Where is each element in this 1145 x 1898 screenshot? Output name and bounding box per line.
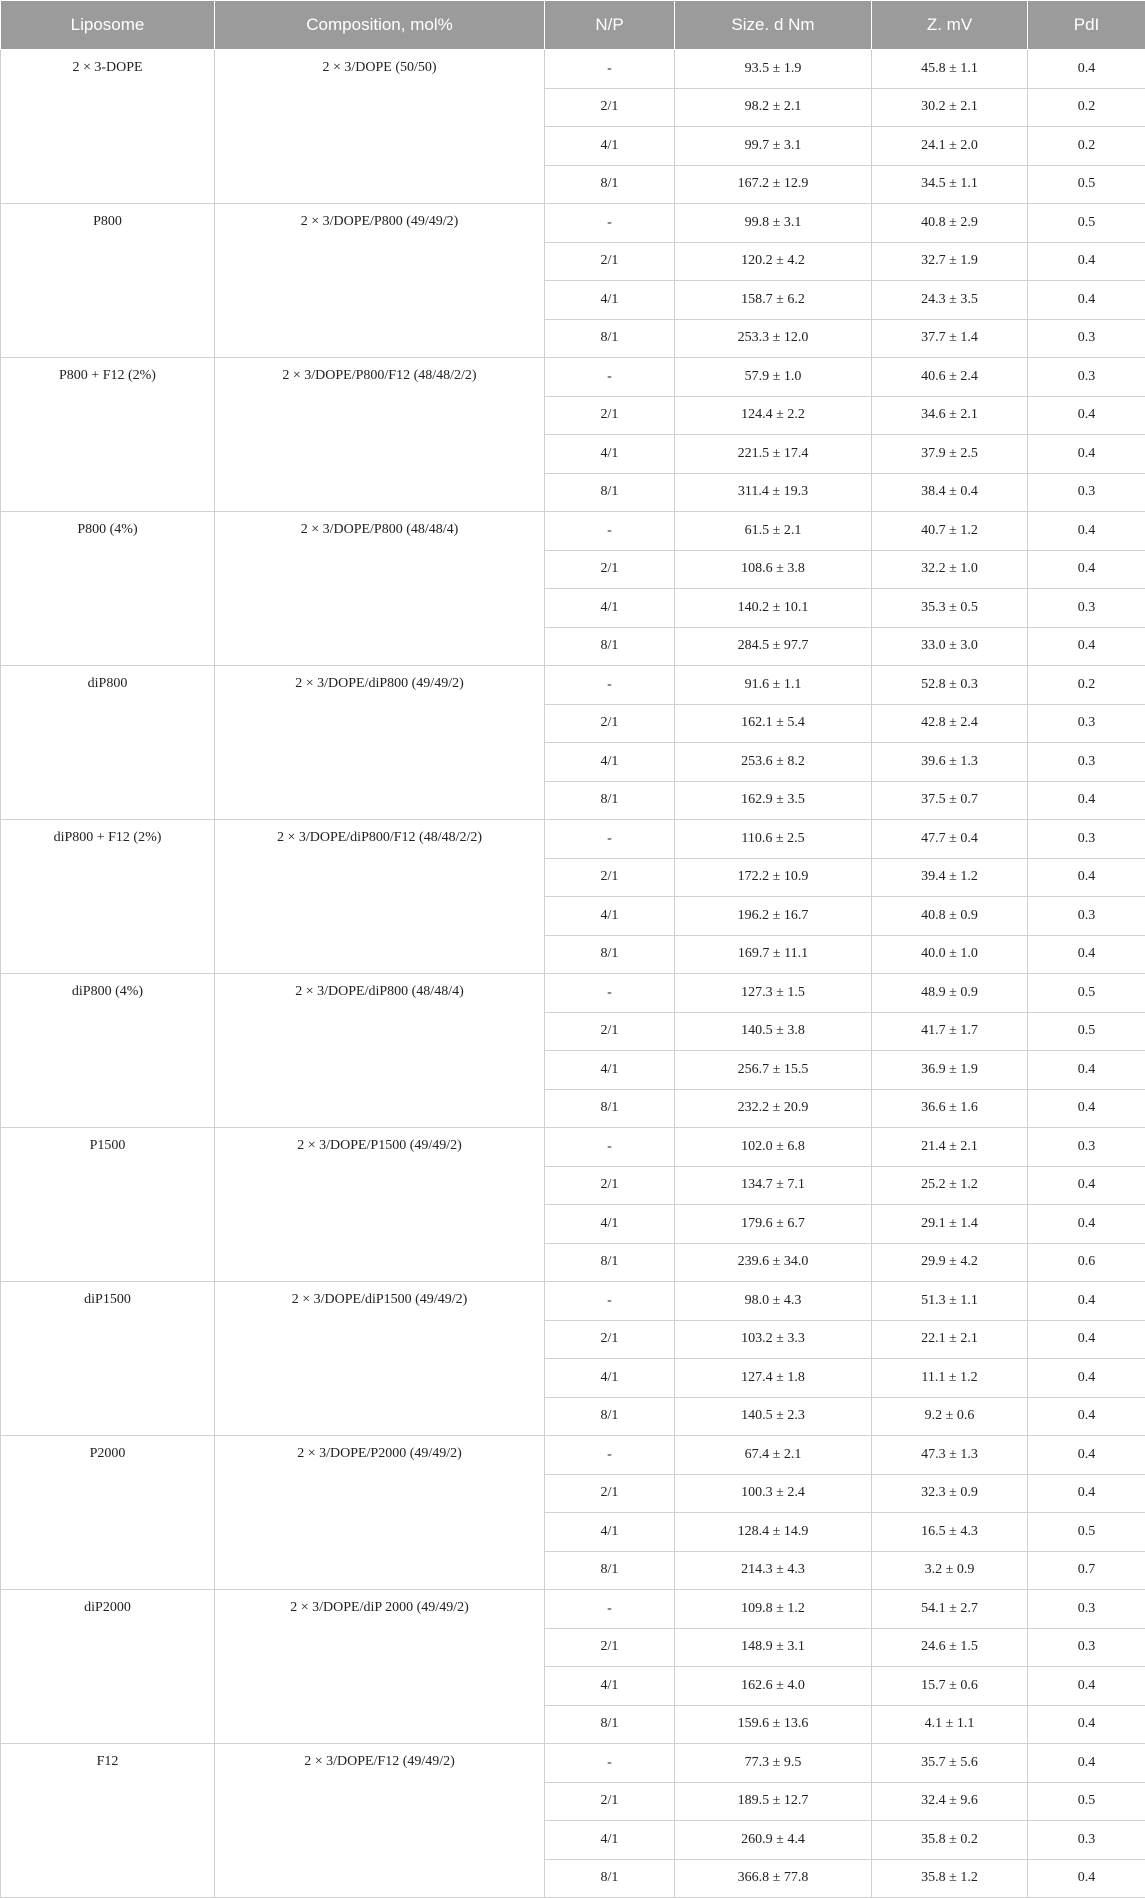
np-cell: 8/1 (545, 1705, 675, 1744)
size-cell: 159.6 ± 13.6 (675, 1705, 872, 1744)
size-cell: 100.3 ± 2.4 (675, 1474, 872, 1513)
table-row (1, 1282, 1145, 1321)
composition-cell: 2 × 3/DOPE/P2000 (49/49/2) (215, 1436, 545, 1590)
zeta-cell: 33.0 ± 3.0 (872, 627, 1028, 666)
size-cell: 99.7 ± 3.1 (675, 127, 872, 166)
np-cell: 4/1 (545, 589, 675, 628)
zeta-cell: 9.2 ± 0.6 (872, 1397, 1028, 1436)
np-cell: 2/1 (545, 88, 675, 127)
np-cell: 4/1 (545, 1513, 675, 1552)
zeta-cell: 34.5 ± 1.1 (872, 165, 1028, 204)
np-cell: 4/1 (545, 1051, 675, 1090)
size-cell: 179.6 ± 6.7 (675, 1205, 872, 1244)
pdi-cell: 0.3 (1028, 820, 1145, 859)
np-cell: 2/1 (545, 858, 675, 897)
zeta-cell: 16.5 ± 4.3 (872, 1513, 1028, 1552)
header-row (1, 1, 1145, 50)
zeta-cell: 54.1 ± 2.7 (872, 1590, 1028, 1629)
header-zeta: Z. mV (872, 1, 1028, 50)
liposome-cell: F12 (1, 1744, 215, 1898)
zeta-cell: 32.3 ± 0.9 (872, 1474, 1028, 1513)
pdi-cell: 0.4 (1028, 1359, 1145, 1398)
size-cell: 98.0 ± 4.3 (675, 1282, 872, 1321)
pdi-cell: 0.3 (1028, 897, 1145, 936)
zeta-cell: 52.8 ± 0.3 (872, 666, 1028, 705)
composition-cell: 2 × 3/DOPE/diP800 (48/48/4) (215, 974, 545, 1128)
np-cell: 2/1 (545, 704, 675, 743)
pdi-cell: 0.4 (1028, 1282, 1145, 1321)
size-cell: 99.8 ± 3.1 (675, 204, 872, 243)
composition-cell: 2 × 3/DOPE/diP800/F12 (48/48/2/2) (215, 820, 545, 974)
pdi-cell: 0.3 (1028, 589, 1145, 628)
composition-cell: 2 × 3/DOPE/diP1500 (49/49/2) (215, 1282, 545, 1436)
liposome-cell: 2 × 3-DOPE (1, 50, 215, 204)
pdi-cell: 0.4 (1028, 781, 1145, 820)
table-row (1, 512, 1145, 551)
pdi-cell: 0.4 (1028, 242, 1145, 281)
zeta-cell: 24.1 ± 2.0 (872, 127, 1028, 166)
zeta-cell: 11.1 ± 1.2 (872, 1359, 1028, 1398)
np-cell: 8/1 (545, 1397, 675, 1436)
np-cell: 8/1 (545, 1859, 675, 1898)
np-cell: - (545, 1744, 675, 1783)
composition-cell: 2 × 3/DOPE/P1500 (49/49/2) (215, 1128, 545, 1282)
np-cell: 4/1 (545, 743, 675, 782)
np-cell: - (545, 204, 675, 243)
size-cell: 128.4 ± 14.9 (675, 1513, 872, 1552)
pdi-cell: 0.2 (1028, 88, 1145, 127)
table-row (1, 1436, 1145, 1475)
size-cell: 140.5 ± 3.8 (675, 1012, 872, 1051)
zeta-cell: 32.2 ± 1.0 (872, 550, 1028, 589)
pdi-cell: 0.4 (1028, 1205, 1145, 1244)
np-cell: - (545, 666, 675, 705)
zeta-cell: 35.8 ± 1.2 (872, 1859, 1028, 1898)
zeta-cell: 30.2 ± 2.1 (872, 88, 1028, 127)
pdi-cell: 0.5 (1028, 974, 1145, 1013)
pdi-cell: 0.3 (1028, 1590, 1145, 1629)
pdi-cell: 0.5 (1028, 1012, 1145, 1051)
np-cell: 2/1 (545, 1628, 675, 1667)
np-cell: 8/1 (545, 319, 675, 358)
np-cell: - (545, 1590, 675, 1629)
zeta-cell: 40.8 ± 2.9 (872, 204, 1028, 243)
pdi-cell: 0.4 (1028, 550, 1145, 589)
np-cell: 8/1 (545, 473, 675, 512)
pdi-cell: 0.4 (1028, 435, 1145, 474)
liposome-cell: diP2000 (1, 1590, 215, 1744)
np-cell: 2/1 (545, 1012, 675, 1051)
size-cell: 98.2 ± 2.1 (675, 88, 872, 127)
composition-cell: 2 × 3/DOPE/diP800 (49/49/2) (215, 666, 545, 820)
table-row (1, 204, 1145, 243)
table-row (1, 1128, 1145, 1167)
size-cell: 120.2 ± 4.2 (675, 242, 872, 281)
liposome-cell: P2000 (1, 1436, 215, 1590)
size-cell: 148.9 ± 3.1 (675, 1628, 872, 1667)
pdi-cell: 0.4 (1028, 1474, 1145, 1513)
size-cell: 189.5 ± 12.7 (675, 1782, 872, 1821)
size-cell: 57.9 ± 1.0 (675, 358, 872, 397)
np-cell: - (545, 50, 675, 89)
size-cell: 91.6 ± 1.1 (675, 666, 872, 705)
size-cell: 134.7 ± 7.1 (675, 1166, 872, 1205)
np-cell: 2/1 (545, 1166, 675, 1205)
np-cell: 4/1 (545, 1667, 675, 1706)
zeta-cell: 40.8 ± 0.9 (872, 897, 1028, 936)
pdi-cell: 0.5 (1028, 1782, 1145, 1821)
zeta-cell: 40.6 ± 2.4 (872, 358, 1028, 397)
np-cell: 2/1 (545, 1320, 675, 1359)
np-cell: 4/1 (545, 1359, 675, 1398)
composition-cell: 2 × 3/DOPE (50/50) (215, 50, 545, 204)
zeta-cell: 32.4 ± 9.6 (872, 1782, 1028, 1821)
zeta-cell: 4.1 ± 1.1 (872, 1705, 1028, 1744)
size-cell: 108.6 ± 3.8 (675, 550, 872, 589)
size-cell: 67.4 ± 2.1 (675, 1436, 872, 1475)
size-cell: 110.6 ± 2.5 (675, 820, 872, 859)
pdi-cell: 0.4 (1028, 935, 1145, 974)
np-cell: 4/1 (545, 435, 675, 474)
size-cell: 124.4 ± 2.2 (675, 396, 872, 435)
header-size: Size. d Nm (675, 1, 872, 50)
pdi-cell: 0.4 (1028, 1744, 1145, 1783)
zeta-cell: 39.4 ± 1.2 (872, 858, 1028, 897)
zeta-cell: 22.1 ± 2.1 (872, 1320, 1028, 1359)
pdi-cell: 0.4 (1028, 627, 1145, 666)
size-cell: 239.6 ± 34.0 (675, 1243, 872, 1282)
pdi-cell: 0.3 (1028, 743, 1145, 782)
size-cell: 140.2 ± 10.1 (675, 589, 872, 628)
np-cell: - (545, 820, 675, 859)
liposome-cell: diP800 (1, 666, 215, 820)
np-cell: 8/1 (545, 165, 675, 204)
zeta-cell: 24.3 ± 3.5 (872, 281, 1028, 320)
zeta-cell: 34.6 ± 2.1 (872, 396, 1028, 435)
np-cell: 8/1 (545, 627, 675, 666)
liposome-cell: P800 (4%) (1, 512, 215, 666)
zeta-cell: 39.6 ± 1.3 (872, 743, 1028, 782)
np-cell: 4/1 (545, 127, 675, 166)
zeta-cell: 36.6 ± 1.6 (872, 1089, 1028, 1128)
liposome-cell: diP800 + F12 (2%) (1, 820, 215, 974)
size-cell: 77.3 ± 9.5 (675, 1744, 872, 1783)
pdi-cell: 0.3 (1028, 319, 1145, 358)
zeta-cell: 35.7 ± 5.6 (872, 1744, 1028, 1783)
pdi-cell: 0.4 (1028, 281, 1145, 320)
size-cell: 172.2 ± 10.9 (675, 858, 872, 897)
zeta-cell: 41.7 ± 1.7 (872, 1012, 1028, 1051)
np-cell: 8/1 (545, 1551, 675, 1590)
zeta-cell: 25.2 ± 1.2 (872, 1166, 1028, 1205)
size-cell: 253.3 ± 12.0 (675, 319, 872, 358)
pdi-cell: 0.4 (1028, 1397, 1145, 1436)
zeta-cell: 29.9 ± 4.2 (872, 1243, 1028, 1282)
zeta-cell: 21.4 ± 2.1 (872, 1128, 1028, 1167)
size-cell: 102.0 ± 6.8 (675, 1128, 872, 1167)
table-row (1, 358, 1145, 397)
table-row (1, 50, 1145, 89)
pdi-cell: 0.4 (1028, 1667, 1145, 1706)
np-cell: 4/1 (545, 1205, 675, 1244)
pdi-cell: 0.4 (1028, 1859, 1145, 1898)
header-composition: Composition, mol% (215, 1, 545, 50)
pdi-cell: 0.3 (1028, 704, 1145, 743)
size-cell: 158.7 ± 6.2 (675, 281, 872, 320)
np-cell: 2/1 (545, 550, 675, 589)
np-cell: 4/1 (545, 281, 675, 320)
size-cell: 169.7 ± 11.1 (675, 935, 872, 974)
composition-cell: 2 × 3/DOPE/P800/F12 (48/48/2/2) (215, 358, 545, 512)
size-cell: 61.5 ± 2.1 (675, 512, 872, 551)
zeta-cell: 40.7 ± 1.2 (872, 512, 1028, 551)
pdi-cell: 0.4 (1028, 396, 1145, 435)
size-cell: 140.5 ± 2.3 (675, 1397, 872, 1436)
zeta-cell: 32.7 ± 1.9 (872, 242, 1028, 281)
np-cell: - (545, 358, 675, 397)
zeta-cell: 15.7 ± 0.6 (872, 1667, 1028, 1706)
pdi-cell: 0.4 (1028, 1089, 1145, 1128)
table-row (1, 1590, 1145, 1629)
size-cell: 127.4 ± 1.8 (675, 1359, 872, 1398)
zeta-cell: 38.4 ± 0.4 (872, 473, 1028, 512)
pdi-cell: 0.4 (1028, 858, 1145, 897)
np-cell: - (545, 1436, 675, 1475)
size-cell: 221.5 ± 17.4 (675, 435, 872, 474)
zeta-cell: 48.9 ± 0.9 (872, 974, 1028, 1013)
size-cell: 256.7 ± 15.5 (675, 1051, 872, 1090)
size-cell: 214.3 ± 4.3 (675, 1551, 872, 1590)
header-pdi: PdI (1028, 1, 1145, 50)
np-cell: 2/1 (545, 1474, 675, 1513)
pdi-cell: 0.7 (1028, 1551, 1145, 1590)
zeta-cell: 51.3 ± 1.1 (872, 1282, 1028, 1321)
zeta-cell: 29.1 ± 1.4 (872, 1205, 1028, 1244)
pdi-cell: 0.3 (1028, 1821, 1145, 1860)
pdi-cell: 0.4 (1028, 1705, 1145, 1744)
zeta-cell: 36.9 ± 1.9 (872, 1051, 1028, 1090)
liposome-cell: P800 + F12 (2%) (1, 358, 215, 512)
header-liposome: Liposome (1, 1, 215, 50)
np-cell: - (545, 974, 675, 1013)
table-row (1, 820, 1145, 859)
size-cell: 162.1 ± 5.4 (675, 704, 872, 743)
pdi-cell: 0.4 (1028, 512, 1145, 551)
zeta-cell: 37.9 ± 2.5 (872, 435, 1028, 474)
pdi-cell: 0.5 (1028, 165, 1145, 204)
size-cell: 232.2 ± 20.9 (675, 1089, 872, 1128)
size-cell: 260.9 ± 4.4 (675, 1821, 872, 1860)
pdi-cell: 0.3 (1028, 1628, 1145, 1667)
np-cell: 8/1 (545, 1089, 675, 1128)
np-cell: 2/1 (545, 242, 675, 281)
liposome-cell: diP1500 (1, 1282, 215, 1436)
pdi-cell: 0.5 (1028, 204, 1145, 243)
pdi-cell: 0.6 (1028, 1243, 1145, 1282)
pdi-cell: 0.4 (1028, 1320, 1145, 1359)
zeta-cell: 35.8 ± 0.2 (872, 1821, 1028, 1860)
zeta-cell: 3.2 ± 0.9 (872, 1551, 1028, 1590)
size-cell: 311.4 ± 19.3 (675, 473, 872, 512)
composition-cell: 2 × 3/DOPE/diP 2000 (49/49/2) (215, 1590, 545, 1744)
zeta-cell: 47.7 ± 0.4 (872, 820, 1028, 859)
liposome-cell: P1500 (1, 1128, 215, 1282)
np-cell: - (545, 1282, 675, 1321)
size-cell: 196.2 ± 16.7 (675, 897, 872, 936)
size-cell: 253.6 ± 8.2 (675, 743, 872, 782)
np-cell: - (545, 512, 675, 551)
size-cell: 366.8 ± 77.8 (675, 1859, 872, 1898)
pdi-cell: 0.5 (1028, 1513, 1145, 1552)
np-cell: 4/1 (545, 897, 675, 936)
pdi-cell: 0.4 (1028, 1051, 1145, 1090)
pdi-cell: 0.4 (1028, 50, 1145, 89)
pdi-cell: 0.2 (1028, 666, 1145, 705)
zeta-cell: 47.3 ± 1.3 (872, 1436, 1028, 1475)
pdi-cell: 0.2 (1028, 127, 1145, 166)
composition-cell: 2 × 3/DOPE/P800 (49/49/2) (215, 204, 545, 358)
pdi-cell: 0.4 (1028, 1436, 1145, 1475)
composition-cell: 2 × 3/DOPE/F12 (49/49/2) (215, 1744, 545, 1898)
table-row (1, 666, 1145, 705)
size-cell: 162.6 ± 4.0 (675, 1667, 872, 1706)
np-cell: - (545, 1128, 675, 1167)
table-row (1, 974, 1145, 1013)
np-cell: 8/1 (545, 935, 675, 974)
np-cell: 8/1 (545, 781, 675, 820)
np-cell: 4/1 (545, 1821, 675, 1860)
zeta-cell: 24.6 ± 1.5 (872, 1628, 1028, 1667)
zeta-cell: 37.7 ± 1.4 (872, 319, 1028, 358)
size-cell: 109.8 ± 1.2 (675, 1590, 872, 1629)
pdi-cell: 0.3 (1028, 358, 1145, 397)
zeta-cell: 42.8 ± 2.4 (872, 704, 1028, 743)
np-cell: 2/1 (545, 396, 675, 435)
size-cell: 167.2 ± 12.9 (675, 165, 872, 204)
np-cell: 2/1 (545, 1782, 675, 1821)
liposome-cell: diP800 (4%) (1, 974, 215, 1128)
pdi-cell: 0.3 (1028, 473, 1145, 512)
pdi-cell: 0.3 (1028, 1128, 1145, 1167)
liposome-cell: P800 (1, 204, 215, 358)
zeta-cell: 37.5 ± 0.7 (872, 781, 1028, 820)
size-cell: 127.3 ± 1.5 (675, 974, 872, 1013)
size-cell: 162.9 ± 3.5 (675, 781, 872, 820)
size-cell: 284.5 ± 97.7 (675, 627, 872, 666)
size-cell: 103.2 ± 3.3 (675, 1320, 872, 1359)
zeta-cell: 40.0 ± 1.0 (872, 935, 1028, 974)
pdi-cell: 0.4 (1028, 1166, 1145, 1205)
header-np: N/P (545, 1, 675, 50)
size-cell: 93.5 ± 1.9 (675, 50, 872, 89)
table-row (1, 1744, 1145, 1783)
np-cell: 8/1 (545, 1243, 675, 1282)
composition-cell: 2 × 3/DOPE/P800 (48/48/4) (215, 512, 545, 666)
zeta-cell: 45.8 ± 1.1 (872, 50, 1028, 89)
zeta-cell: 35.3 ± 0.5 (872, 589, 1028, 628)
